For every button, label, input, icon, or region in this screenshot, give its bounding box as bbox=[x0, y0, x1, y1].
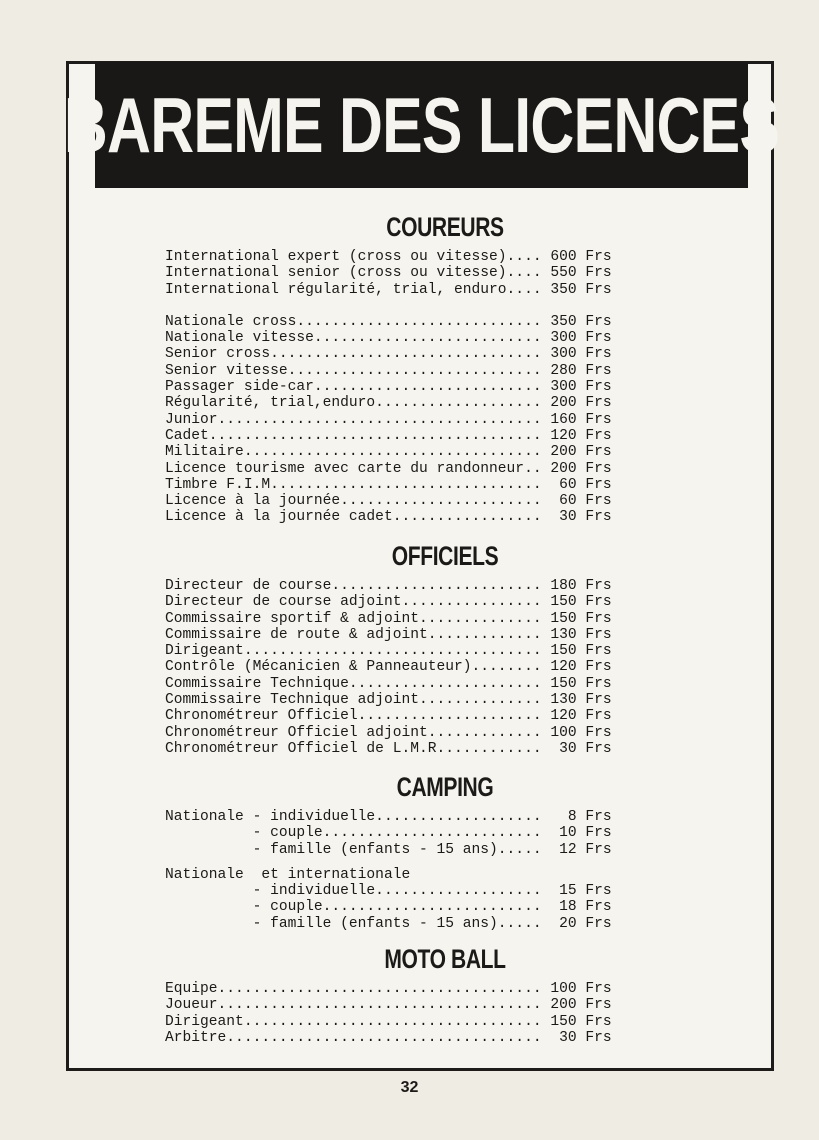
price-row: Nationale vitesse.......................... 300 Frs bbox=[165, 330, 612, 347]
price-row: Junior..................................... 160 Frs bbox=[165, 411, 612, 428]
price-row: International senior (cross ou vitesse).... 550 Frs bbox=[165, 265, 612, 282]
price-row: Chronométreur Officiel de L.M.R............ 30 Frs bbox=[165, 740, 612, 757]
price-row: Senior vitesse............................. 280 Frs bbox=[165, 362, 612, 379]
price-row: Régularité, trial,enduro................... 200 Frs bbox=[165, 395, 612, 412]
price-row: Joueur..................................... 200 Frs bbox=[165, 997, 612, 1014]
price-row: Cadet...................................... 120 Frs bbox=[165, 427, 612, 444]
section-heading-officiels: OFFICIELS bbox=[391, 541, 499, 571]
price-row: Passager side-car.......................... 300 Frs bbox=[165, 379, 612, 396]
section-heading-camping: CAMPING bbox=[396, 772, 494, 802]
price-row: - couple......................... 10 Frs bbox=[165, 825, 612, 842]
page-number: 32 bbox=[400, 1079, 419, 1096]
price-row: Directeur de course adjoint................ 150 Frs bbox=[165, 594, 612, 611]
section-motoball bbox=[165, 944, 685, 1046]
section-heading-coureurs: COUREURS bbox=[386, 212, 504, 242]
price-row: Timbre F.I.M............................... 60 Frs bbox=[165, 476, 612, 493]
price-row: - couple......................... 18 Frs bbox=[165, 899, 612, 916]
price-row: Senior cross............................... 300 Frs bbox=[165, 346, 612, 363]
price-row: Nationale cross............................ 350 Frs bbox=[165, 313, 612, 330]
section-coureurs bbox=[165, 212, 685, 526]
price-row: - famille (enfants - 15 ans)..... 12 Frs bbox=[165, 841, 612, 858]
section-camping bbox=[165, 772, 685, 932]
motoball-rows bbox=[165, 981, 685, 1046]
officiels-rows bbox=[165, 578, 685, 757]
page-title: BAREME DES LICENCES bbox=[63, 81, 780, 169]
price-row: International expert (cross ou vitesse).... 600 Frs bbox=[165, 249, 612, 265]
price-row: Contrôle (Mécanicien & Panneauteur)........ 120 Frs bbox=[165, 659, 612, 676]
price-row: Dirigeant.................................. 150 Frs bbox=[165, 1013, 612, 1030]
price-row: Militaire.................................. 200 Frs bbox=[165, 444, 612, 461]
price-row: Commissaire sportif & adjoint.............. 150 Frs bbox=[165, 610, 612, 627]
price-row: Licence à la journée cadet................. 30 Frs bbox=[165, 509, 612, 526]
price-row: International régularité, trial, enduro.... 350 Frs bbox=[165, 281, 612, 298]
section-officiels bbox=[165, 541, 685, 757]
price-row: Commissaire Technique...................... 150 Frs bbox=[165, 675, 612, 692]
price-row: Chronométreur Officiel..................... 120 Frs bbox=[165, 708, 612, 725]
camping-rows bbox=[165, 809, 685, 932]
price-row: Licence tourisme avec carte du randonneur.. 200 Frs bbox=[165, 460, 612, 477]
section-heading-motoball: MOTO BALL bbox=[384, 944, 506, 974]
price-row: Equipe..................................... 100 Frs bbox=[165, 981, 612, 997]
coureurs-rows bbox=[165, 249, 685, 526]
price-row: Directeur de course........................ 180 Frs bbox=[165, 578, 612, 594]
price-row: - famille (enfants - 15 ans)..... 20 Frs bbox=[165, 915, 612, 932]
camping-subheading: Nationale et internationale bbox=[165, 866, 411, 883]
price-row: Arbitre.................................... 30 Frs bbox=[165, 1029, 612, 1046]
price-row: Commissaire de route & adjoint............. 130 Frs bbox=[165, 626, 612, 643]
price-row: Chronométreur Officiel adjoint............. 100 Frs bbox=[165, 724, 612, 741]
price-row: Dirigeant.................................. 150 Frs bbox=[165, 643, 612, 660]
price-row: - individuelle................... 15 Frs bbox=[165, 883, 612, 900]
price-row: Licence à la journée....................... 60 Frs bbox=[165, 493, 612, 510]
price-row: Nationale - individuelle................... 8 Frs bbox=[165, 809, 612, 825]
title-banner bbox=[63, 62, 780, 188]
price-row: Commissaire Technique adjoint.............. 130 Frs bbox=[165, 692, 612, 709]
